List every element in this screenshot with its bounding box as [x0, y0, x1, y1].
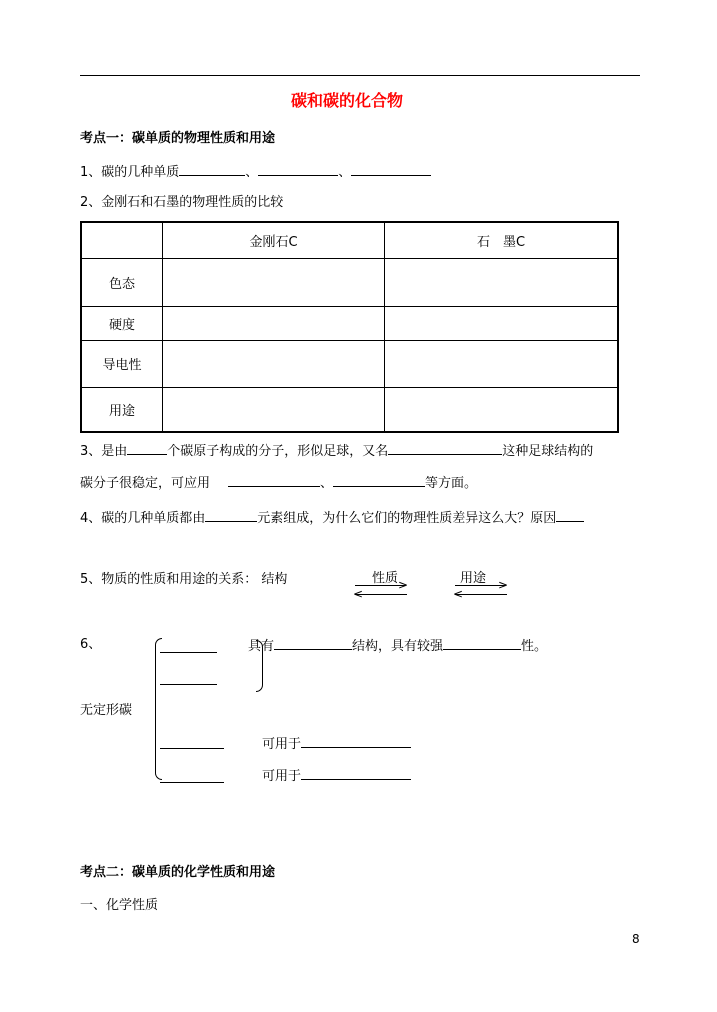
blank-3b[interactable] — [388, 442, 502, 455]
table-cell[interactable] — [385, 306, 619, 340]
table-cell[interactable] — [163, 258, 385, 306]
question-1-text: 1、碳的几种单质 — [80, 165, 180, 180]
relation-label-use: 用途 — [460, 571, 487, 586]
question-1 — [80, 163, 431, 181]
question-4-text: 4、碳的几种单质都由 — [80, 511, 206, 526]
page-title: 碳和碳的化合物 — [291, 91, 404, 110]
use-line-2 — [262, 767, 411, 785]
table-row — [81, 340, 618, 387]
question-6-has — [248, 637, 547, 655]
table-row — [81, 258, 618, 306]
table-header-cell — [81, 222, 163, 258]
blank-1c[interactable] — [351, 163, 431, 176]
blank-3c[interactable] — [228, 474, 320, 487]
question-4 — [80, 509, 584, 527]
use-label-2: 可用于 — [262, 769, 302, 784]
use-label-1: 可用于 — [262, 737, 302, 752]
left-brace — [155, 638, 162, 780]
amorphous-carbon-label: 无定形碳 — [80, 703, 133, 718]
arrowhead-left-1: < — [353, 587, 364, 601]
blank-6c[interactable] — [301, 735, 411, 748]
table-header-row — [81, 222, 618, 258]
blank-1a[interactable] — [179, 163, 245, 176]
question-3-line1 — [80, 442, 593, 460]
section-heading-1: 考点一：碳单质的物理性质和用途 — [80, 131, 276, 146]
question-6-has-b: 结构，具有较强 — [352, 639, 444, 654]
question-1-sep1: 、 — [245, 165, 259, 180]
table-cell[interactable] — [163, 387, 385, 432]
relation-label-property: 性质 — [372, 571, 399, 586]
question-3-text-d: 碳分子很稳定，可应用 — [80, 476, 211, 491]
header-rule — [80, 75, 640, 76]
chemical-properties-heading: 一、化学性质 — [80, 898, 159, 913]
question-3-text-a: 3、是由 — [80, 444, 128, 459]
blank-4b[interactable] — [556, 509, 584, 522]
blank-3d[interactable] — [333, 474, 425, 487]
blank-6b[interactable] — [443, 637, 521, 650]
section-heading-2: 考点二：碳单质的化学性质和用途 — [80, 865, 276, 880]
use-line-1 — [262, 735, 411, 753]
branch-line-1[interactable] — [160, 652, 217, 653]
row-label: 硬度 — [81, 306, 163, 340]
arrowhead-left-2: < — [453, 587, 464, 601]
question-3-line2 — [80, 474, 477, 492]
blank-4a[interactable] — [205, 509, 257, 522]
question-1-sep2: 、 — [338, 165, 352, 180]
table-cell[interactable] — [163, 306, 385, 340]
table-cell[interactable] — [385, 340, 619, 387]
blank-3a[interactable] — [127, 442, 167, 455]
row-label: 用途 — [81, 387, 163, 432]
arrowhead-right-2: > — [498, 578, 509, 592]
table-cell[interactable] — [163, 340, 385, 387]
blank-1b[interactable] — [258, 163, 338, 176]
question-2: 2、金刚石和石墨的物理性质的比较 — [80, 195, 284, 210]
branch-line-3[interactable] — [160, 748, 224, 749]
comparison-table — [80, 221, 619, 433]
question-6-label: 6、 — [80, 637, 102, 652]
table-cell[interactable] — [385, 258, 619, 306]
page-number: 8 — [632, 932, 640, 946]
table-cell[interactable] — [385, 387, 619, 432]
question-6-has-c: 性。 — [521, 639, 548, 654]
row-label: 导电性 — [81, 340, 163, 387]
question-3-text-b: 个碳原子构成的分子，形似足球，又名 — [167, 444, 389, 459]
arrowhead-right-1: > — [398, 578, 409, 592]
row-label: 色态 — [81, 258, 163, 306]
table-row — [81, 387, 618, 432]
table-row — [81, 306, 618, 340]
blank-6d[interactable] — [301, 767, 411, 780]
question-6-has-a: 具有 — [248, 639, 275, 654]
table-header-graphite: 石 墨C — [385, 222, 619, 258]
question-3-sep: 、 — [320, 476, 334, 491]
blank-6a[interactable] — [274, 637, 352, 650]
question-3-text-c: 这种足球结构的 — [502, 444, 594, 459]
branch-line-2[interactable] — [160, 684, 217, 685]
question-3-text-e: 等方面。 — [425, 476, 478, 491]
question-4-text-b: 元素组成，为什么它们的物理性质差异这么大？原因 — [257, 511, 557, 526]
branch-line-4[interactable] — [160, 782, 224, 783]
question-5: 5、物质的性质和用途的关系： 结构 — [80, 572, 288, 587]
table-header-diamond: 金刚石C — [163, 222, 385, 258]
